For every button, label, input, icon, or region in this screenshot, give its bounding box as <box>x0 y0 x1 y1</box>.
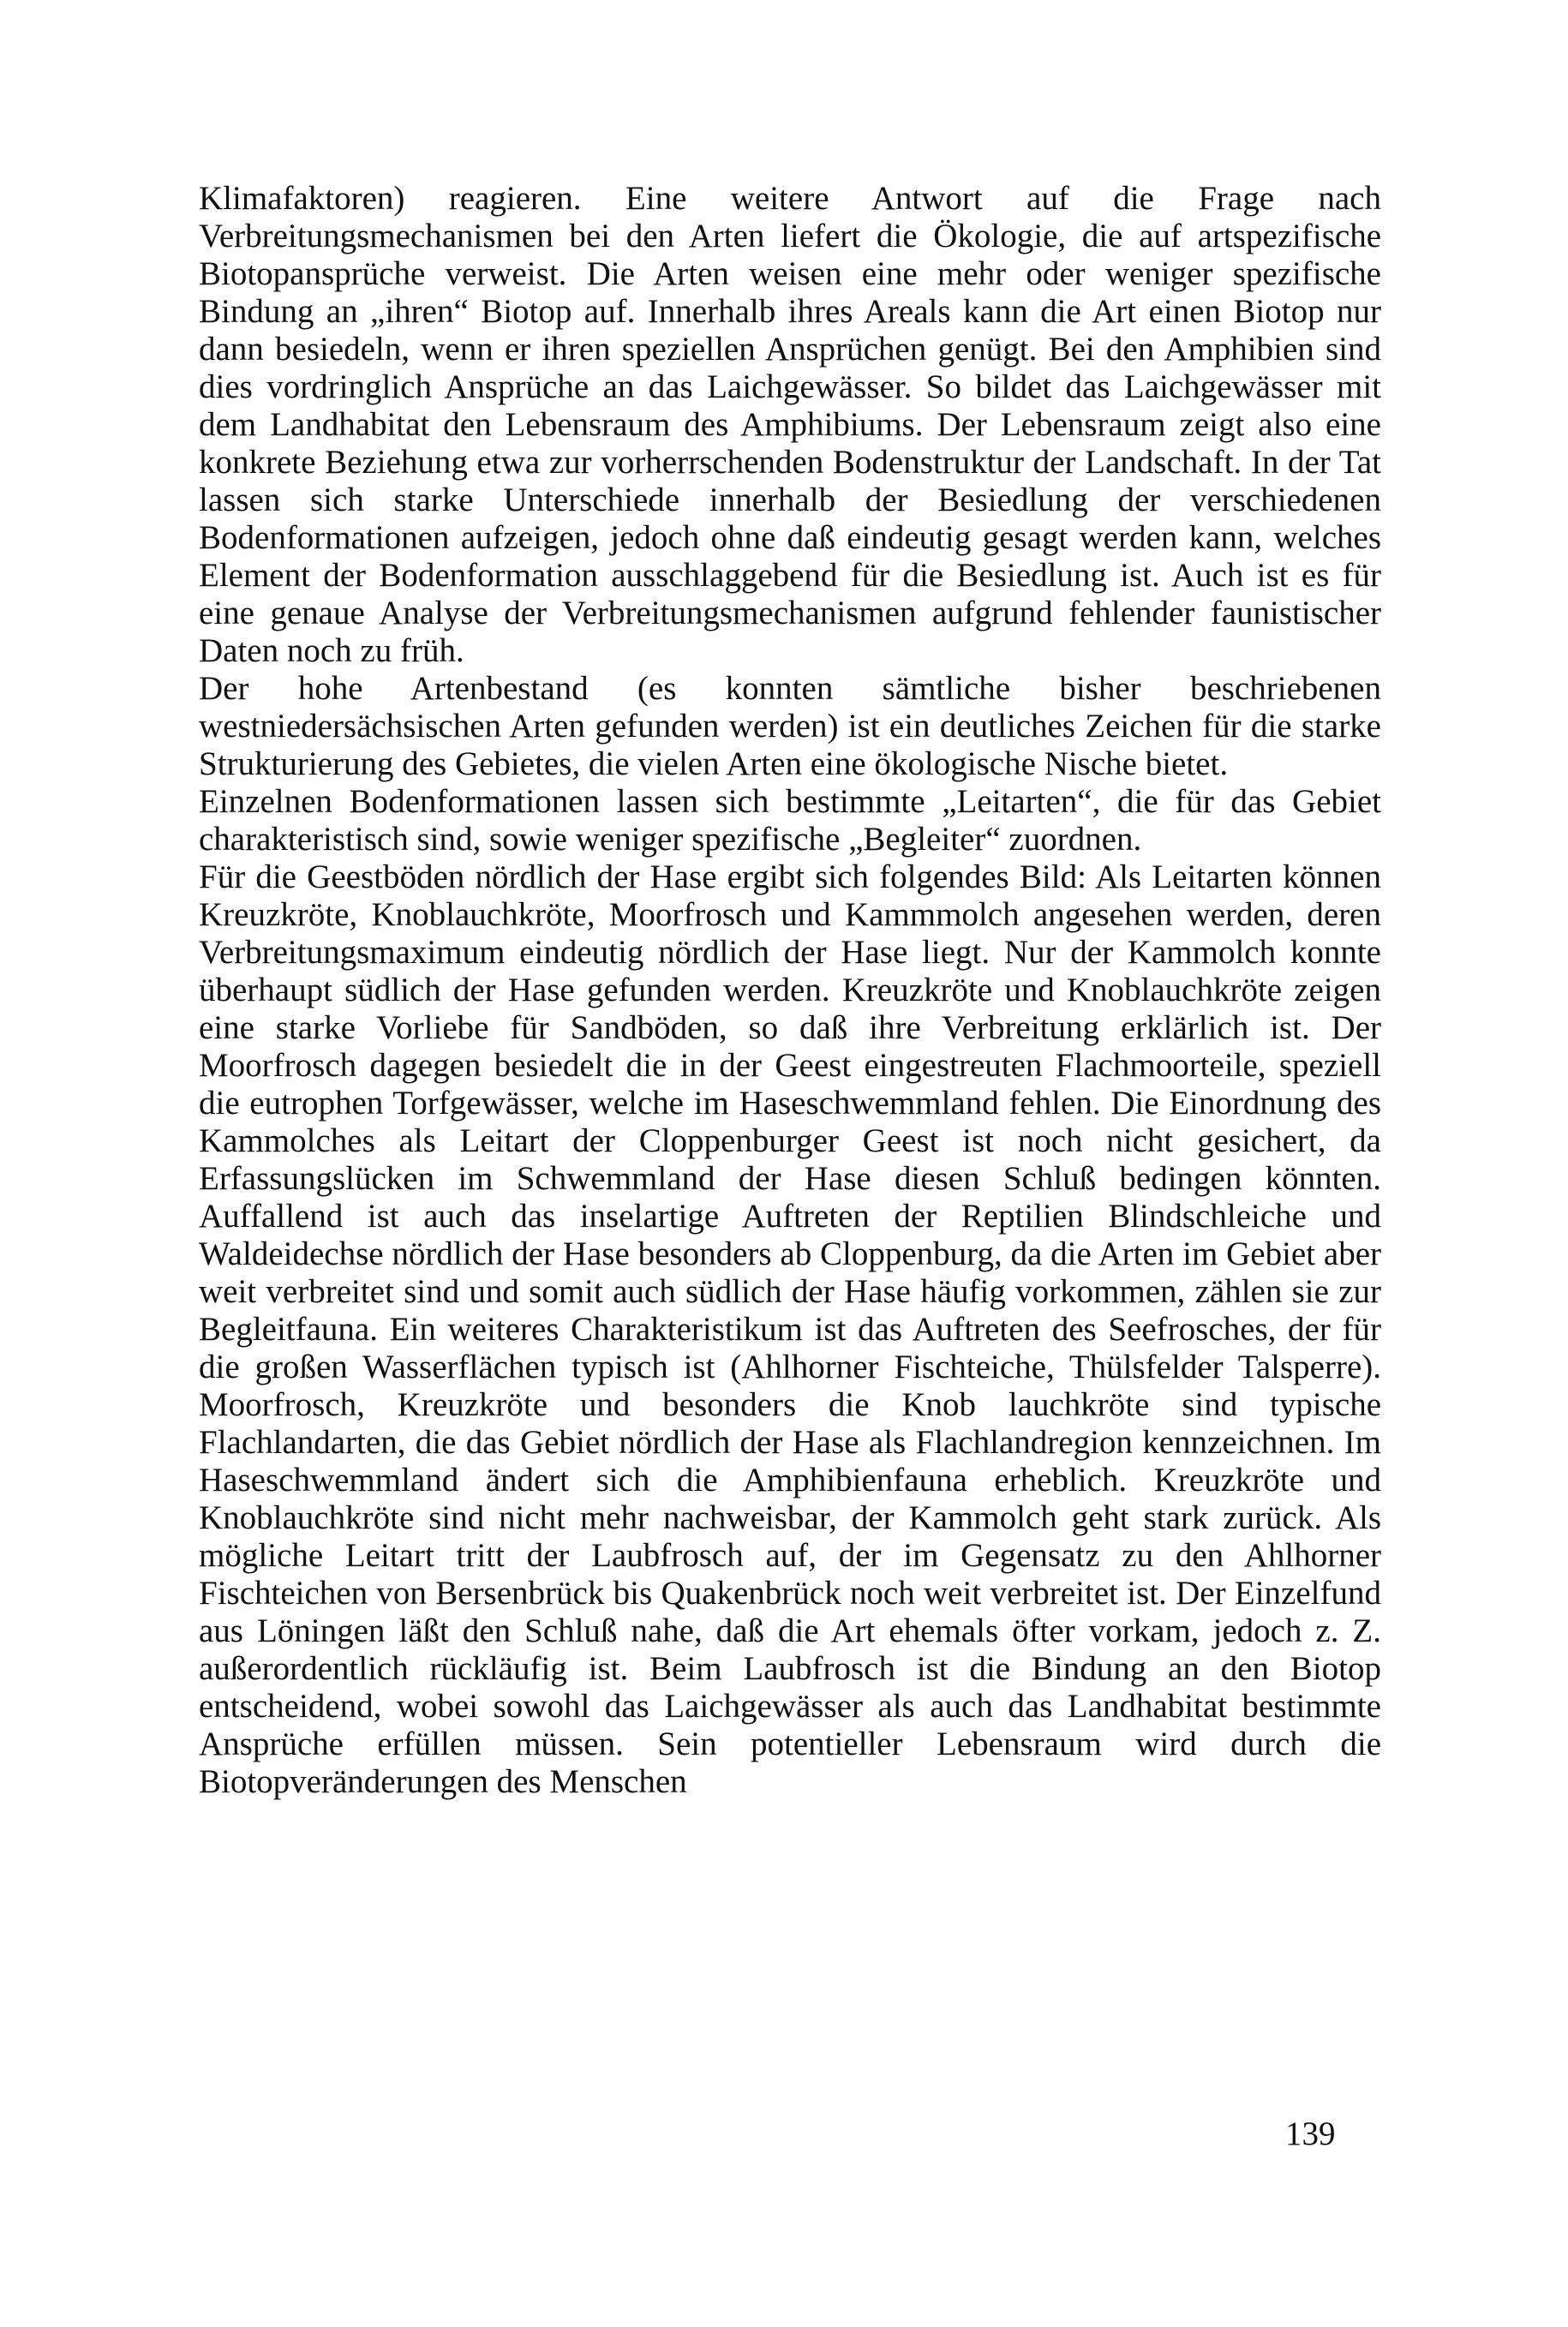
paragraph-biotope-requirements: Klimafaktoren) reagieren. Eine weitere Antwort auf die Frage nach Verbreitungsmechanismen bei den Arten liefert die Ökologie, die auf artspezifische Biotopansprüche verweist. Die Arten weisen eine mehr oder weniger spezifische Bindung an „ihren“ Biotop auf. Innerhalb ihres Areals kann die Art einen Biotop nur dann besiedeln, wenn er ihren speziellen Ansprüchen genügt. Bei den Amphibien sind dies vordringlich Ansprüche an das Laichgewässer. So bildet das Laichgewässer mit dem Landhabitat den Lebensraum des Amphibiums. Der Lebensraum zeigt also eine konkrete Beziehung etwa zur vorherrschenden Bodenstruktur der Landschaft. In der Tat lassen sich starke Unterschiede innerhalb der Besiedlung der verschiedenen Bodenformationen aufzeigen, jedoch ohne daß eindeutig gesagt werden kann, welches Element der Bodenformation ausschlaggebend für die Besiedlung ist. Auch ist es für eine genaue Analyse der Verbreitungsmechanismen aufgrund fehlender faunistischer Daten noch zu früh. <box>199 180 1381 669</box>
page-body <box>199 180 1381 1801</box>
page-number: 139 <box>1285 2115 1336 2152</box>
paragraph-leading-species: Einzelnen Bodenformationen lassen sich bestimmte „Leitarten“, die für das Gebiet charakteristisch sind, sowie weniger spezifische „Begleiter“ zuordnen. <box>199 783 1381 858</box>
paragraph-geest-soils: Für die Geestböden nördlich der Hase ergibt sich folgendes Bild: Als Leitarten können Kreuzkröte, Knoblauchkröte, Moorfrosch und Kammmolch angesehen werden, deren Verbreitungsmaximum eindeutig nördlich der Hase liegt. Nur der Kammolch konnte überhaupt südlich der Hase gefunden werden. Kreuzkröte und Knoblauchkröte zeigen eine starke Vorliebe für Sandböden, so daß ihre Verbreitung erklärlich ist. Der Moorfrosch dagegen besiedelt die in der Geest eingestreuten Flachmoorteile, speziell die eutrophen Torfgewässer, welche im Haseschwemmland fehlen. Die Einordnung des Kammolches als Leitart der Cloppenburger Geest ist noch nicht gesichert, da Erfassungslücken im Schwemmland der Hase diesen Schluß bedingen könnten. Auffallend ist auch das inselartige Auftreten der Reptilien Blindschleiche und Waldeidechse nördlich der Hase besonders ab Cloppenburg, da die Arten im Gebiet aber weit verbreitet sind und somit auch südlich der Hase häufig vorkommen, zählen sie zur Begleitfauna. Ein weiteres Charakteristikum ist das Auftreten des Seefrosches, der für die großen Wasserflächen typisch ist (Ahlhorner Fischteiche, Thülsfelder Talsperre). Moorfrosch, Kreuzkröte und besonders die Knob lauchkröte sind typische Flachlandarten, die das Gebiet nördlich der Hase als Flachlandregion kennzeichnen. Im Haseschwemmland ändert sich die Amphibienfauna erheblich. Kreuzkröte und Knoblauchkröte sind nicht mehr nachweisbar, der Kammolch geht stark zurück. Als mögliche Leitart tritt der Laubfrosch auf, der im Gegensatz zu den Ahlhorner Fischteichen von Bersenbrück bis Quakenbrück noch weit verbreitet ist. Der Einzelfund aus Löningen läßt den Schluß nahe, daß die Art ehemals öfter vorkam, jedoch z. Z. außerordentlich rückläufig ist. Beim Laubfrosch ist die Bindung an den Biotop entscheidend, wobei sowohl das Laichgewässer als auch das Landhabitat bestimmte Ansprüche erfüllen müssen. Sein potentieller Lebensraum wird durch die Biotopveränderungen des Menschen <box>199 858 1381 1800</box>
paragraph-species-richness: Der hohe Artenbestand (es konnten sämtliche bisher beschriebenen westniedersächsischen Arten gefunden werden) ist ein deutliches Zeichen für die starke Strukturierung des Gebietes, die vielen Arten eine ökologische Nische bietet. <box>199 670 1381 782</box>
